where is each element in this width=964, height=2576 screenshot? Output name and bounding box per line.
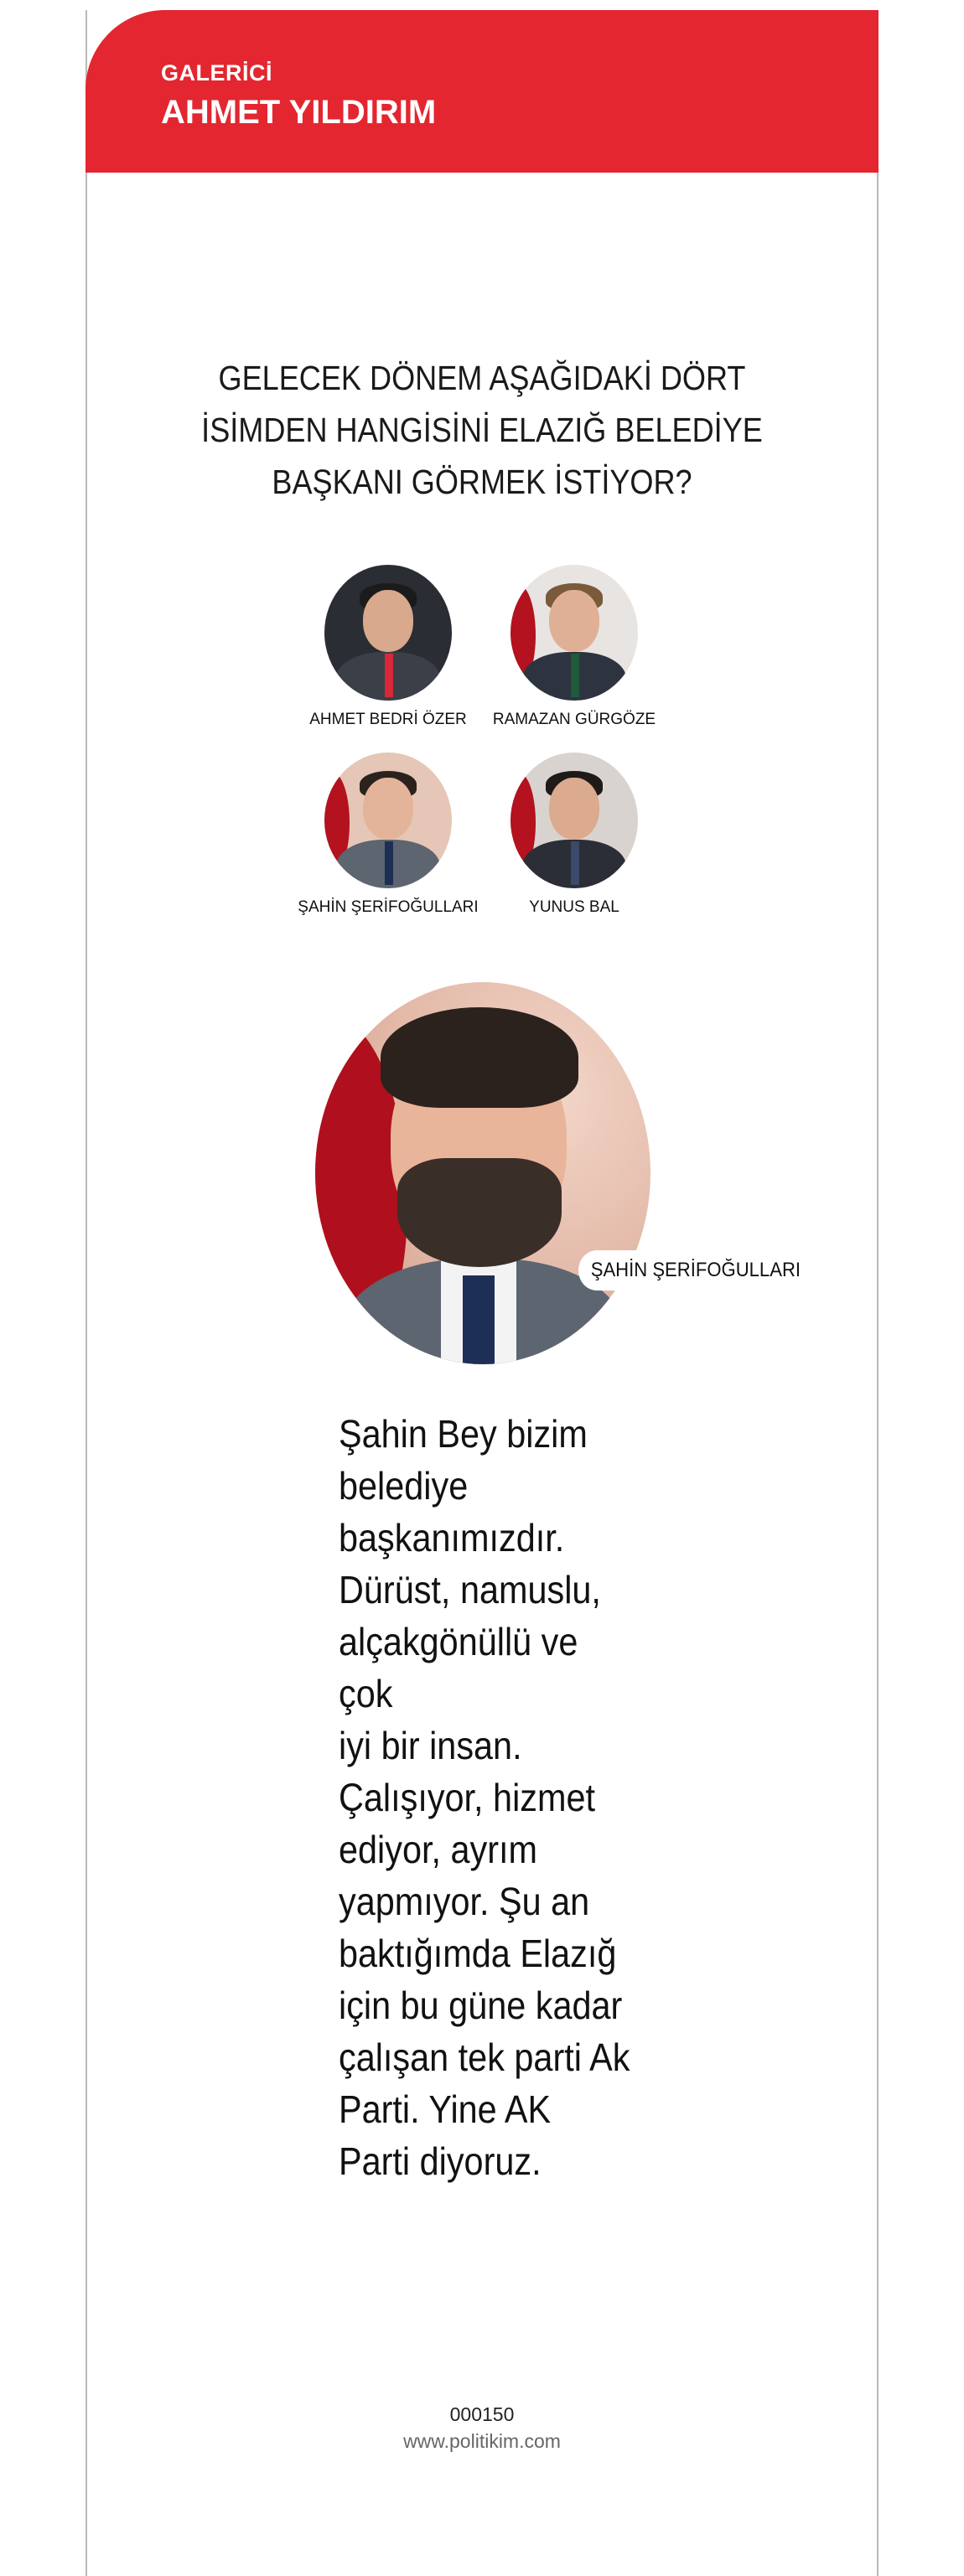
candidate-card [288,753,489,917]
candidate-card [474,565,675,729]
candidate-card [474,753,675,917]
header-label: GALERİCİ [161,60,273,85]
quote-text: Şahin Bey bizim belediye başkanımızdır. Dürüst, namuslu, alçakgönüllü ve çok iyi bir insan. Çalışıyor, hizmet ediyor, ayrım yapmıyor. Şu an baktığımda Elazığ için bu güne kadar çalışan tek parti Ak Parti. Yine AK Parti diyoruz. [339,1412,630,2183]
selected-candidate-photo [315,982,650,1364]
header-banner [86,10,878,173]
candidate-name: RAMAZAN GÜRGÖZE [492,711,656,728]
candidate-photo [324,753,452,888]
candidate-photo [511,565,638,701]
footer-id: 000150 [449,2403,515,2425]
selected-candidate-label: ŞAHİN ŞERİFOĞULLARI [578,1250,813,1291]
candidate-card [288,565,489,729]
footer-url: www.politikim.com [403,2430,561,2452]
question-heading: GELECEK DÖNEM AŞAĞIDAKİ DÖRT İSİMDEN HANGİSİNİ ELAZIĞ BELEDİYE BAŞKANI GÖRMEK İSTİYOR? [201,359,763,501]
header-name: AHMET YILDIRIM [161,94,437,131]
candidate-name: ŞAHİN ŞERİFOĞULLARI [298,898,479,916]
candidate-name: AHMET BEDRİ ÖZER [309,711,467,728]
candidate-photo [511,753,638,888]
candidate-photo [324,565,452,701]
candidate-name: YUNUS BAL [529,898,619,916]
